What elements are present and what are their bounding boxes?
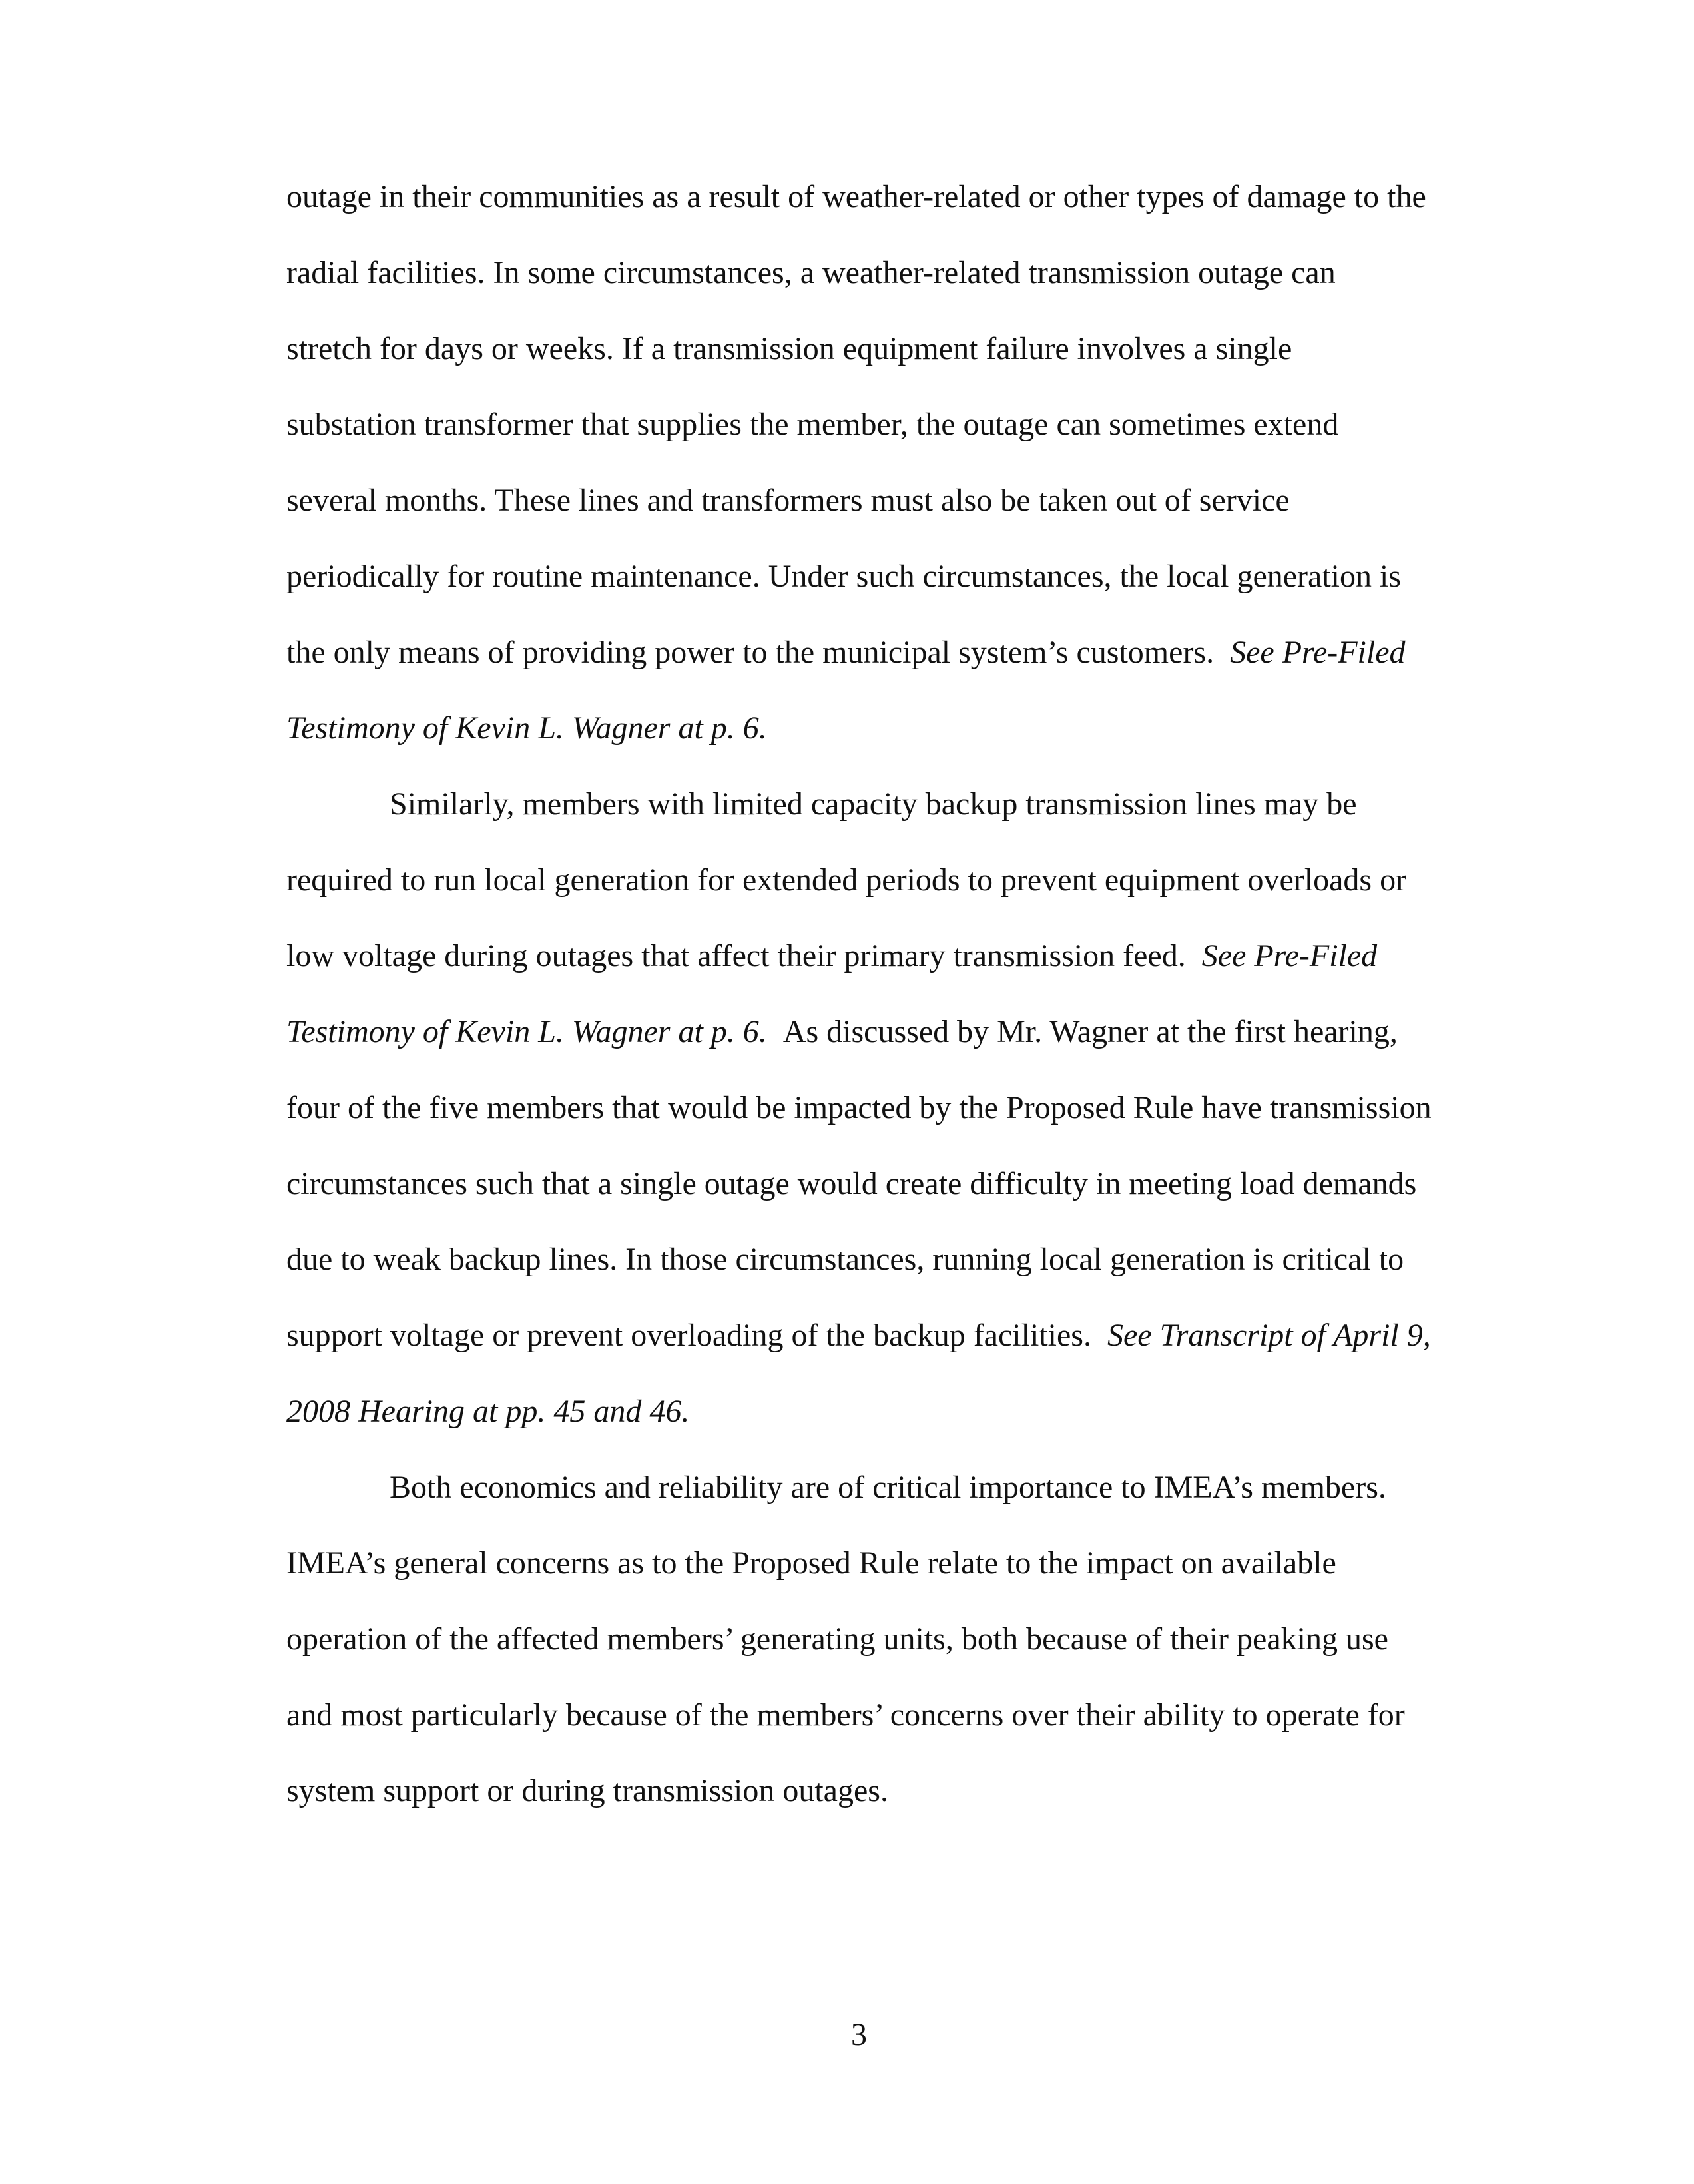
- page-number: 3: [851, 2017, 867, 2052]
- paragraph-2-line-1: Similarly, members with limited capacity backup transmission lines may be: [390, 786, 1357, 822]
- paragraph-3-line-5: system support or during transmission outages.: [286, 1773, 888, 1808]
- paragraph-2-line-8-text: support voltage or prevent overloading of the backup facilities.: [286, 1318, 1091, 1353]
- paragraph-3-line-1: Both economics and reliability are of critical importance to IMEA’s members.: [390, 1470, 1386, 1505]
- paragraph-2-line-8: [286, 1316, 1431, 1356]
- paragraph-2-line-3-text: low voltage during outages that affect their primary transmission feed.: [286, 938, 1186, 973]
- paragraph-2-line-2: required to run local generation for extended periods to prevent equipment overloads or: [286, 862, 1407, 898]
- paragraph-1-line-3: stretch for days or weeks. If a transmission equipment failure involves a single: [286, 331, 1292, 366]
- paragraph-3-line-4: and most particularly because of the members’ concerns over their ability to operate for: [286, 1697, 1405, 1733]
- paragraph-3-line-2: IMEA’s general concerns as to the Proposed Rule relate to the impact on available: [286, 1545, 1336, 1581]
- paragraph-1-line-7-text: the only means of providing power to the municipal system’s customers.: [286, 635, 1215, 670]
- citation-prefiled-testimony-2a: See Pre-Filed: [1201, 938, 1378, 973]
- paragraph-1-line-4: substation transformer that supplies the member, the outage can sometimes extend: [286, 407, 1339, 442]
- citation-transcript-a: See Transcript of April 9,: [1107, 1318, 1431, 1353]
- paragraph-1-line-7: [286, 633, 1406, 673]
- paragraph-2-line-6: circumstances such that a single outage would create difficulty in meeting load demands: [286, 1166, 1417, 1201]
- paragraph-2-line-3: [286, 936, 1377, 976]
- citation-prefiled-testimony-1b: Testimony of Kevin L. Wagner at p. 6.: [286, 710, 767, 746]
- paragraph-1-line-5: several months. These lines and transformers must also be taken out of service: [286, 483, 1290, 518]
- paragraph-1-line-1: outage in their communities as a result of weather-related or other types of damage to the: [286, 179, 1426, 214]
- paragraph-2-line-4-text: As discussed by Mr. Wagner at the first hearing,: [782, 1014, 1398, 1049]
- paragraph-2-line-7: due to weak backup lines. In those circumstances, running local generation is critical to: [286, 1242, 1404, 1277]
- paragraph-1-line-2: radial facilities. In some circumstances, a weather-related transmission outage can: [286, 255, 1336, 290]
- citation-prefiled-testimony-2b: Testimony of Kevin L. Wagner at p. 6.: [286, 1014, 767, 1049]
- paragraph-2-line-4: [286, 1012, 1398, 1052]
- paragraph-1-line-6: periodically for routine maintenance. Under such circumstances, the local generation is: [286, 559, 1402, 594]
- paragraph-3-line-3: operation of the affected members’ generating units, both because of their peaking use: [286, 1621, 1388, 1657]
- citation-prefiled-testimony-1a: See Pre-Filed: [1230, 635, 1406, 670]
- paragraph-2-line-5: four of the five members that would be impacted by the Proposed Rule have transmission: [286, 1090, 1432, 1125]
- citation-transcript-b: 2008 Hearing at pp. 45 and 46.: [286, 1394, 690, 1429]
